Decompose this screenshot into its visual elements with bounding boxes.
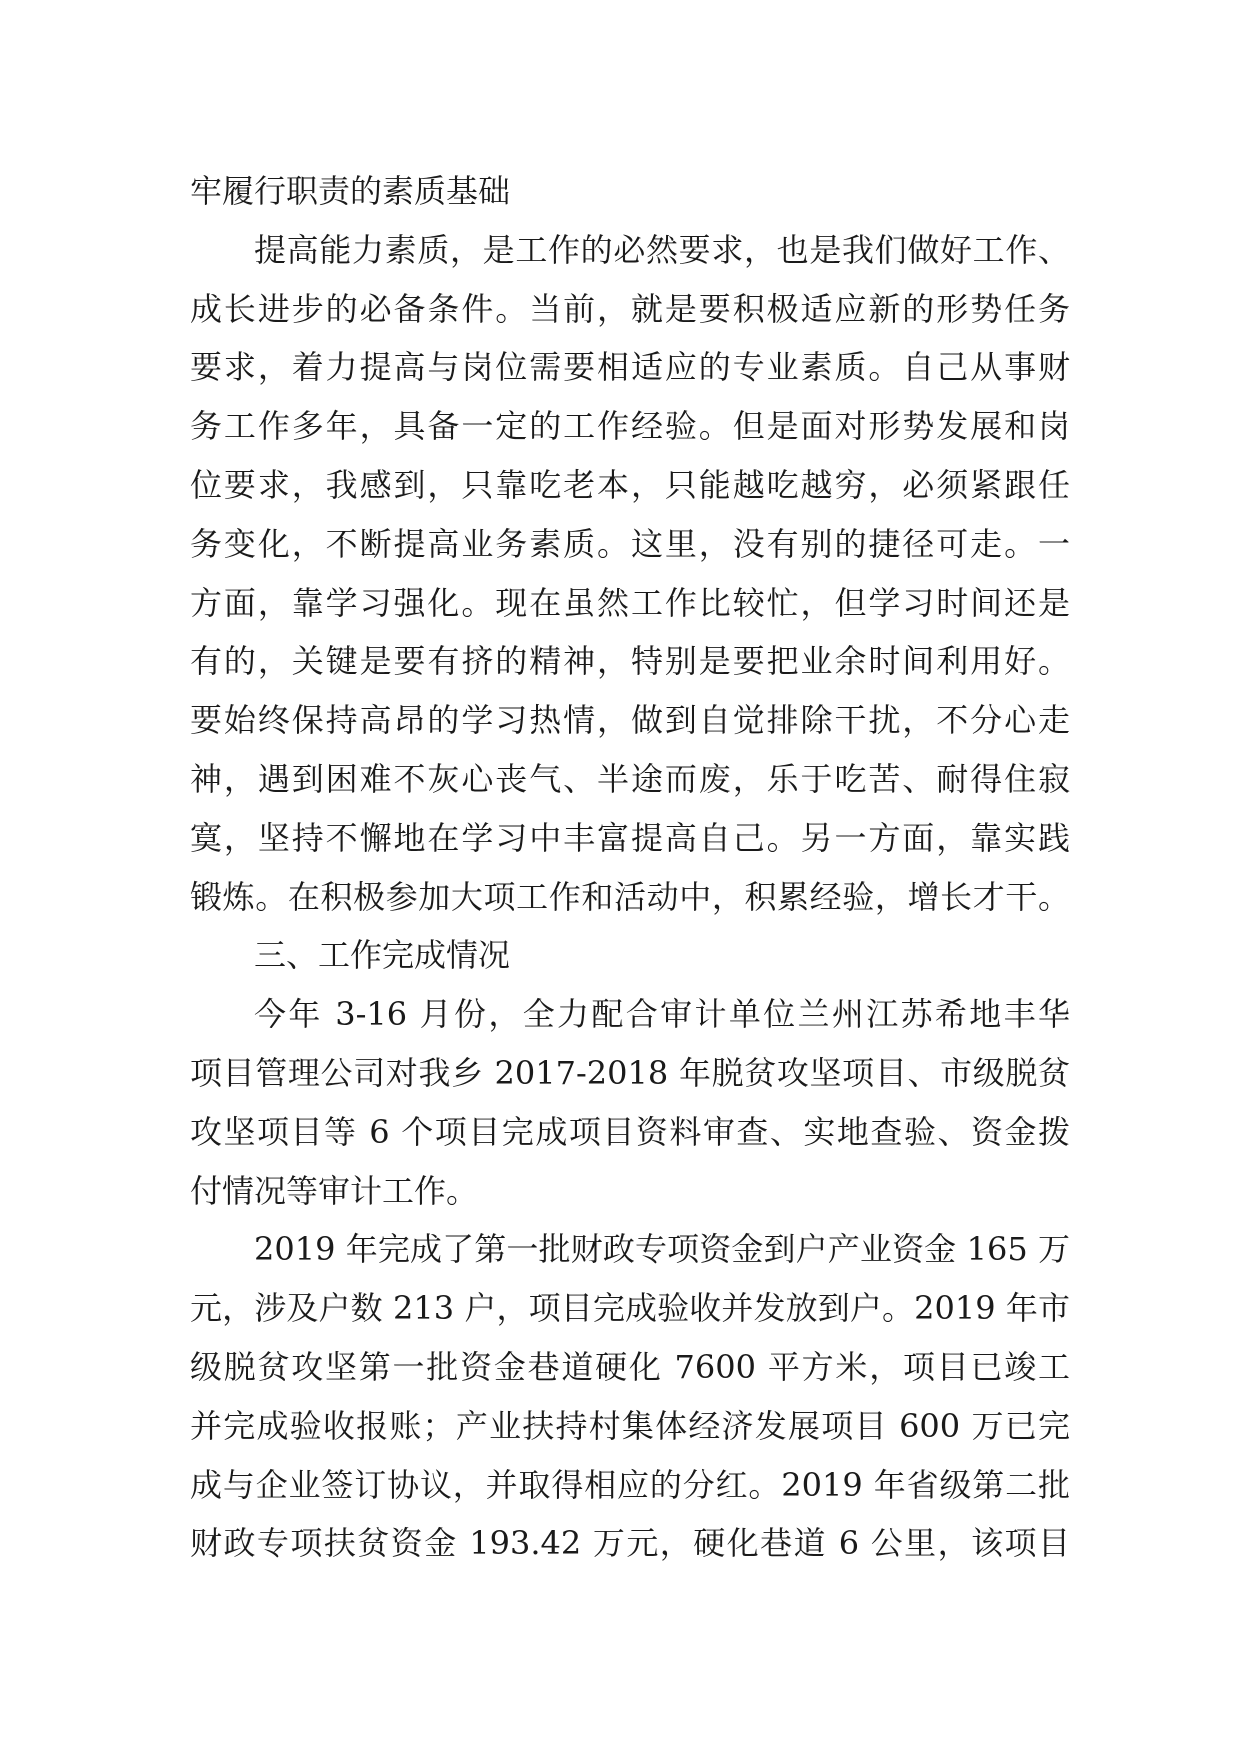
- text-line: 财政专项扶贫资金 193.42 万元，硬化巷道 6 公里，该项目: [190, 1524, 1070, 1563]
- text-line: 攻坚项目等 6 个项目完成项目资料审查、实地查验、资金拨: [190, 1112, 1070, 1151]
- text-line: 神，遇到困难不灰心丧气、半途而废，乐于吃苦、耐得住寂: [190, 759, 1070, 798]
- text-line: 付情况等审计工作。: [190, 1171, 479, 1210]
- text-line: 寞，坚持不懈地在学习中丰富提高自己。另一方面，靠实践: [190, 818, 1070, 857]
- text-line: 牢履行职责的素质基础: [190, 172, 511, 210]
- text-line: 项目管理公司对我乡 2017-2018 年脱贫攻坚项目、市级脱贫: [190, 1053, 1070, 1092]
- text-line: 并完成验收报账；产业扶持村集体经济发展项目 600 万已完: [190, 1406, 1070, 1445]
- text-line: 锻炼。在积极参加大项工作和活动中，积累经验，增长才干。: [190, 877, 1070, 916]
- text-line: 务变化，不断提高业务素质。这里，没有别的捷径可走。一: [190, 524, 1070, 563]
- text-line: 方面，靠学习强化。现在虽然工作比较忙，但学习时间还是: [190, 583, 1070, 622]
- paragraph-first-line: 2019 年完成了第一批财政专项资金到户产业资金 165 万: [254, 1230, 1070, 1269]
- text-line: 级脱贫攻坚第一批资金巷道硬化 7600 平方米，项目已竣工: [190, 1347, 1070, 1386]
- paragraph-first-line: 今年 3-16 月份，全力配合审计单位兰州江苏希地丰华: [254, 995, 1070, 1034]
- paragraph-first-line: 提高能力素质，是工作的必然要求，也是我们做好工作、: [254, 230, 1070, 269]
- text-line: 位要求，我感到，只靠吃老本，只能越吃越穷，必须紧跟任: [190, 465, 1070, 504]
- text-line: 元，涉及户数 213 户，项目完成验收并发放到户。2019 年市: [190, 1289, 1070, 1328]
- text-line: 要求，着力提高与岗位需要相适应的专业素质。自己从事财: [190, 348, 1070, 387]
- text-line: 有的，关键是要有挤的精神，特别是要把业余时间利用好。: [190, 642, 1070, 681]
- text-line: 成长进步的必备条件。当前，就是要积极适应新的形势任务: [190, 289, 1070, 328]
- text-line: 成与企业签订协议，并取得相应的分红。2019 年省级第二批: [190, 1465, 1070, 1504]
- text-line: 要始终保持高昂的学习热情，做到自觉排除干扰，不分心走: [190, 701, 1070, 740]
- text-line: 务工作多年，具备一定的工作经验。但是面对形势发展和岗: [190, 407, 1070, 446]
- section-heading: 三、工作完成情况: [254, 936, 511, 975]
- body-text: [190, 162, 1070, 1573]
